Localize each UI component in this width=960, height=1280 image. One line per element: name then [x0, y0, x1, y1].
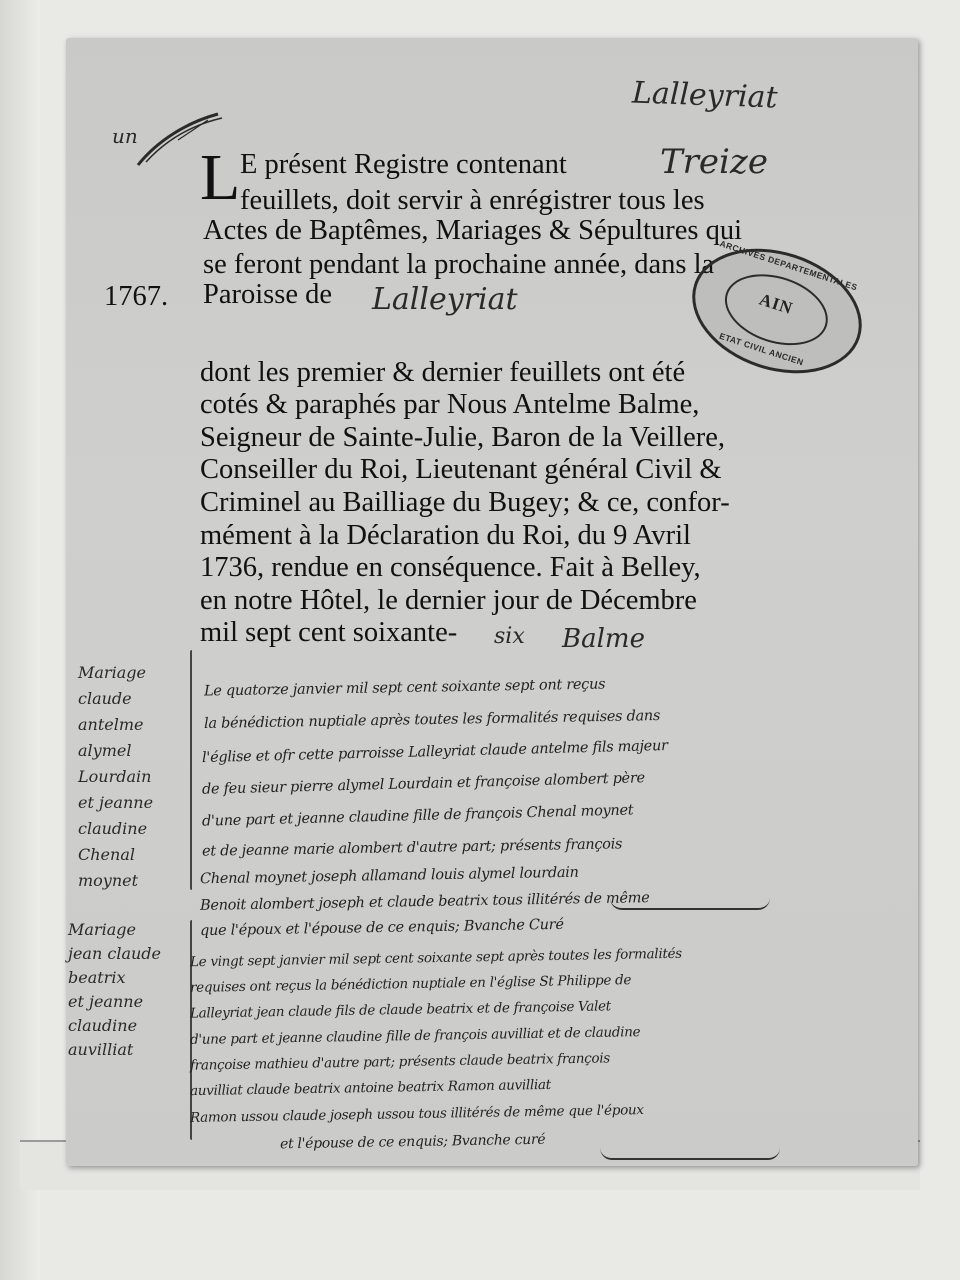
margin-line: Chenal — [78, 845, 135, 864]
entry-2-line: françoise mathieu d'autre part; présents claude beatrix françois — [189, 1050, 611, 1074]
printed-body-line: dont les premier & dernier feuillets ont été — [200, 357, 686, 388]
entry-1-line: Chenal moynet joseph allamand louis alymel lourdain — [199, 864, 579, 888]
year-margin: 1767. — [104, 281, 169, 312]
corner-parish-name: Lalleyriat — [631, 75, 779, 116]
entry-1-line: et de jeanne marie alombert d'autre part; présents françois — [201, 836, 623, 860]
folio-mark: un — [112, 124, 138, 148]
stamp-ring-top: ARCHIVES DEPARTEMENTALES — [718, 238, 859, 293]
margin-line: beatrix — [68, 968, 126, 987]
entry-bracket — [190, 920, 192, 1140]
entry-2-line: requises ont reçus la bénédiction nuptiale en l'église St Philippe de — [189, 972, 632, 996]
leaf-count-handwritten: Treize — [660, 142, 768, 182]
lieutenant-signature: Balme — [562, 624, 645, 654]
signature-flourish — [610, 898, 770, 910]
margin-line: Mariage — [78, 663, 146, 682]
margin-line: jean claude — [68, 944, 161, 963]
stamp-center-text: AIN — [756, 289, 796, 319]
printed-body-line: en notre Hôtel, le dernier jour de Décembre — [200, 585, 697, 616]
entry-2-line: Ramon ussou claude joseph ussou tous illitérés de même que l'époux — [189, 1102, 644, 1126]
margin-line: alymel — [78, 741, 132, 760]
entry-1-line: Benoit alombert joseph et claude beatrix tous illitérés de même — [199, 890, 650, 914]
printed-body-line: Conseiller du Roi, Lieutenant général Civil & — [200, 454, 722, 485]
margin-line: claudine — [78, 819, 148, 838]
margin-line: moynet — [78, 871, 139, 890]
entry-1-line: l'église et ofr cette parroisse Lalleyriat claude antelme fils majeur — [201, 737, 668, 767]
margin-note-entry-1 — [78, 660, 153, 894]
year-handwritten: six — [494, 624, 525, 649]
margin-line: et jeanne — [78, 793, 154, 812]
stamp-ring-bottom: ETAT CIVIL ANCIEN — [718, 330, 805, 368]
entry-1-line: la bénédiction nuptiale après toutes les formalités requises dans — [203, 708, 661, 732]
printed-line-5: Paroisse de — [203, 279, 333, 310]
entry-1-line: que l'époux et l'épouse de ce enquis; Bvanche Curé — [199, 916, 564, 940]
margin-line: et jeanne — [68, 992, 144, 1011]
printed-line-3: Actes de Baptêmes, Mariages & Sépultures qui — [203, 215, 742, 246]
entry-2-line: Le vingt sept janvier mil sept cent soixante sept après toutes les formalités — [189, 945, 682, 971]
entry-2-line: d'une part et jeanne claudine fille de françois auvilliat et de claudine — [189, 1024, 641, 1048]
entry-2-line: et l'épouse de ce enquis; Bvanche curé — [279, 1131, 546, 1153]
entry-2-line: Lalleyriat jean claude fils de claude beatrix et de françoise Valet — [189, 998, 611, 1022]
drop-cap: L — [200, 141, 241, 214]
background-left — [0, 0, 40, 1280]
margin-line: antelme — [78, 715, 144, 734]
entry-1-line: Le quatorze janvier mil sept cent soixante sept ont reçus — [203, 676, 606, 700]
parish-handwritten: Lalleyriat — [372, 282, 518, 317]
printed-body-line: 1736, rendue en conséquence. Fait à Belley, — [200, 552, 701, 583]
printed-body-line: Seigneur de Sainte-Julie, Baron de la Veillere, — [200, 422, 725, 453]
entry-bracket — [190, 650, 192, 890]
entry-1-line: de feu sieur pierre alymel Lourdain et françoise alombert père — [201, 770, 645, 798]
margin-line: Mariage — [68, 920, 136, 939]
printed-body-line: Criminel au Bailliage du Bugey; & ce, confor- — [200, 487, 730, 518]
printed-last-line: mil sept cent soixante- — [200, 617, 458, 648]
printed-body-line: mément à la Déclaration du Roi, du 9 Avril — [200, 520, 691, 551]
printed-line-1: E présent Registre contenant — [240, 149, 567, 180]
entry-2-line: auvilliat claude beatrix antoine beatrix Ramon auvilliat — [189, 1076, 551, 1100]
entry-1-line: d'une part et jeanne claudine fille de françois Chenal moynet — [201, 802, 634, 830]
printed-line-2: feuillets, doit servir à enrégistrer tous les — [240, 185, 705, 216]
printed-line-4: se feront pendant la prochaine année, dans la — [203, 249, 715, 280]
margin-line: claudine — [68, 1016, 138, 1035]
margin-line: auvilliat — [68, 1040, 134, 1059]
margin-note-entry-2 — [68, 918, 161, 1062]
signature-flourish — [600, 1148, 780, 1160]
margin-line: claude — [78, 689, 132, 708]
margin-line: Lourdain — [78, 767, 152, 786]
printed-body-line: cotés & paraphés par Nous Antelme Balme, — [200, 389, 700, 420]
